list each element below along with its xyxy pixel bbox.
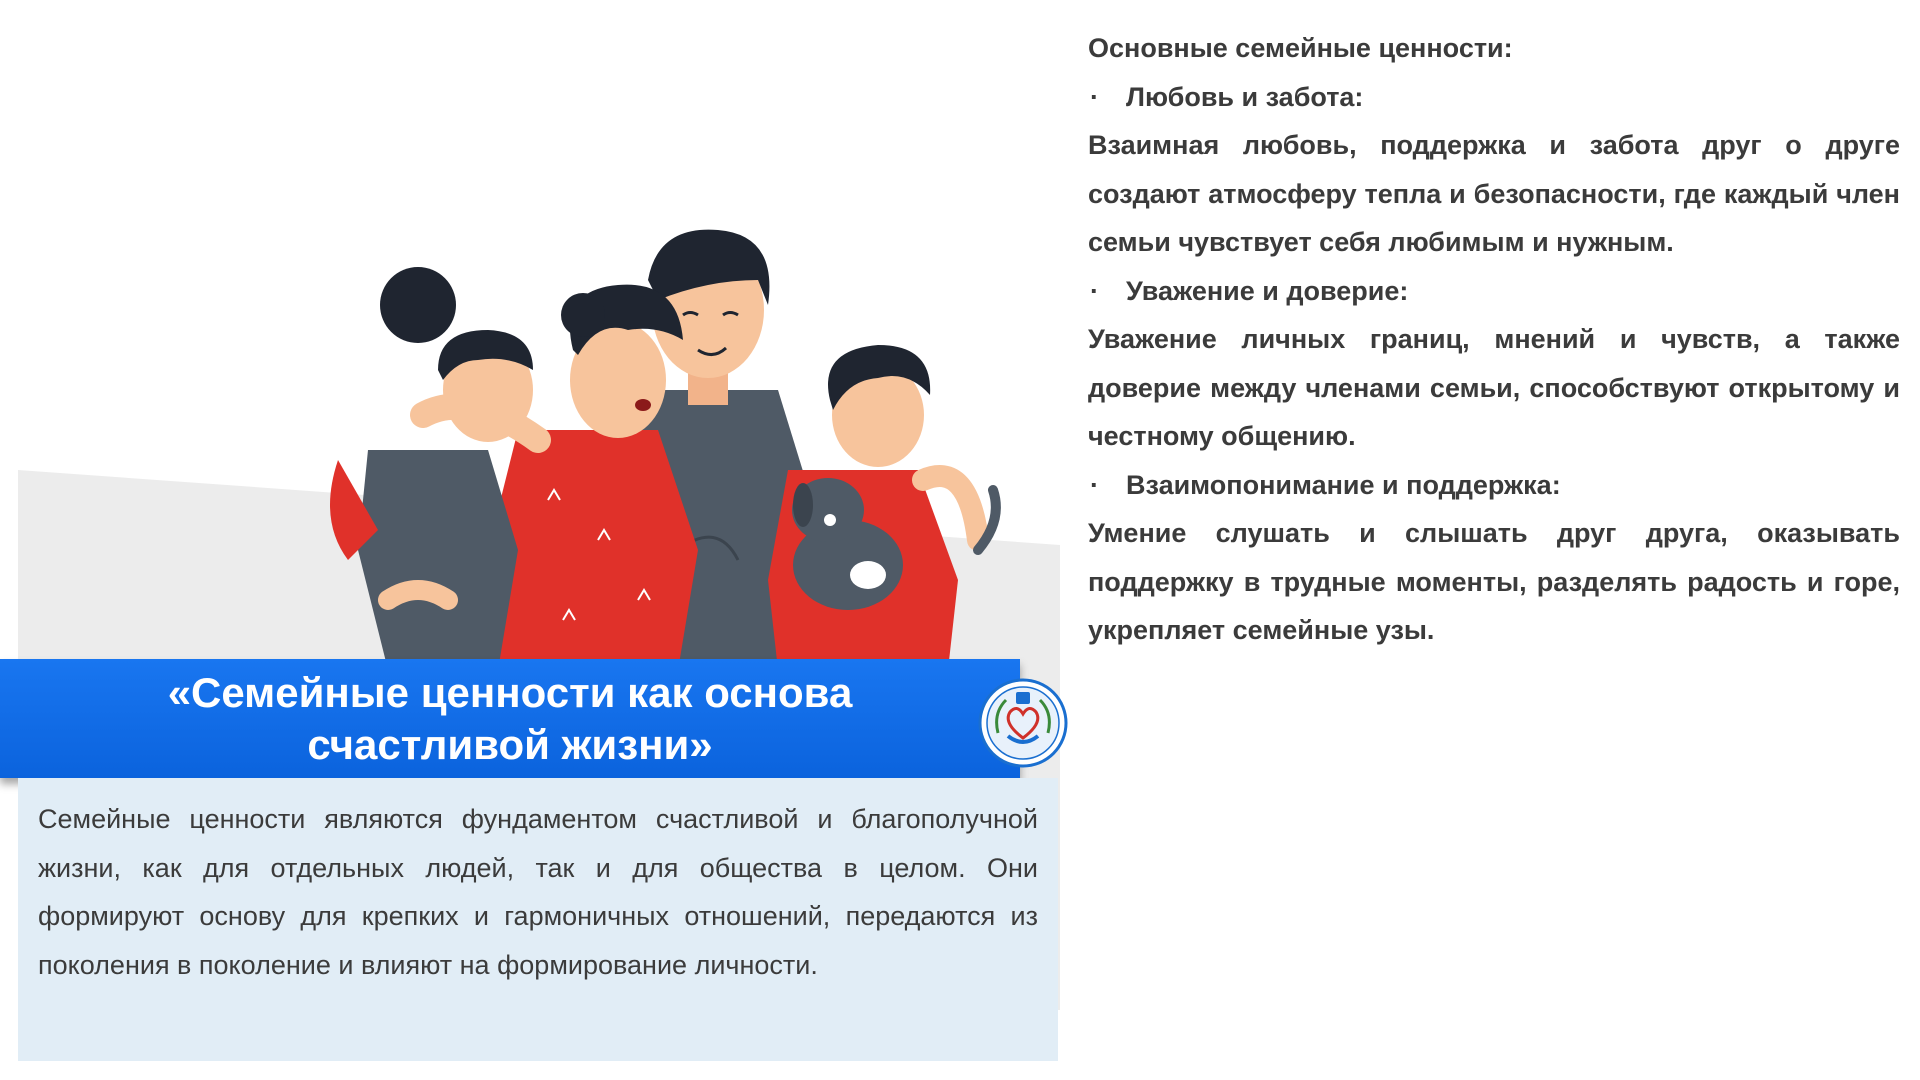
value-item-title [1088, 267, 1900, 316]
value-text-respect: Уважение личных границ, мнений и чувств, а также доверие между членами семьи, способствуют открытому и честному общению. [1088, 324, 1900, 451]
value-text-love: Взаимная любовь, поддержка и забота друг о друге создают атмосферу тепла и безопасности, где каждый член семьи чувствует себя любимым и нужным. [1088, 130, 1900, 257]
value-title-respect: Уважение и доверие: [1126, 275, 1409, 306]
bullet-icon: · [1090, 81, 1099, 112]
intro-box [18, 778, 1058, 1061]
bullet-icon: · [1090, 469, 1099, 500]
value-item-title [1088, 461, 1900, 510]
title-banner [0, 659, 1020, 778]
family-values-section [1088, 24, 1900, 655]
girl-figure [330, 267, 533, 670]
intro-text: Семейные ценности являются фундаментом счастливой и благополучной жизни, как для отдельных людей, так и для общества в целом. Они формируют основу для крепких и гармоничных отношений, передаются из поколения в поколение и влияют на формирование личности. [38, 804, 1038, 980]
title-line-1: «Семейные ценности как основа [167, 668, 853, 716]
family-hug-illustration [18, 220, 1060, 670]
bullet-icon: · [1090, 275, 1099, 306]
value-title-understanding: Взаимопонимание и поддержка: [1126, 469, 1561, 500]
title-line-2: счастливой жизни» [307, 720, 713, 768]
value-item-title [1088, 73, 1900, 122]
values-heading: Основные семейные ценности: [1088, 33, 1513, 63]
value-title-love: Любовь и забота: [1126, 81, 1364, 112]
heart-hands-emblem-icon [978, 678, 1068, 768]
value-text-understanding: Умение слушать и слышать друг друга, оказывать поддержку в трудные моменты, разделять радость и горе, укрепляет семейные узы. [1088, 518, 1900, 645]
